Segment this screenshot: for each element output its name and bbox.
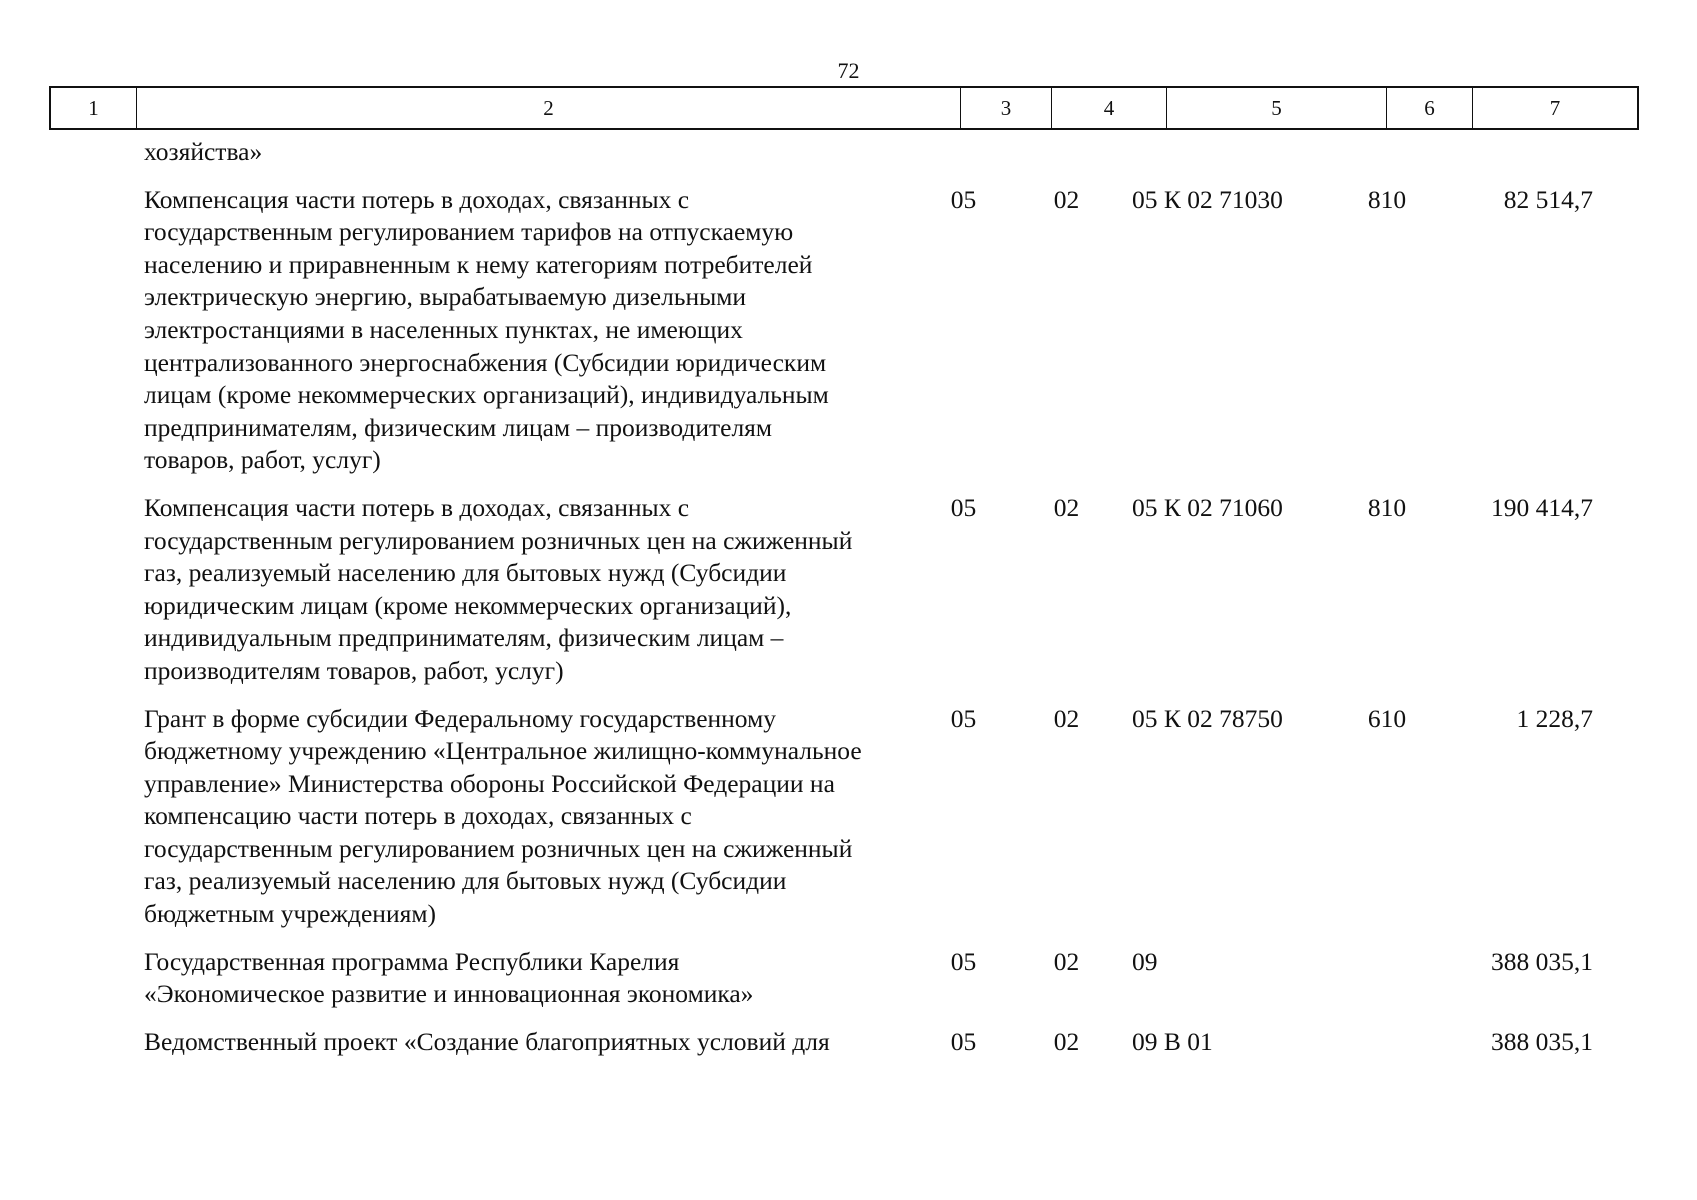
row-name: Компенсация части потерь в доходах, связанных с государственным регулированием розничных цен на сжиженный газ, реализуемый населению для бытовых нужд (Субсидии юридическим лицам (кроме некоммерческих организаций), индивидуальным предпринимателям, физическим лицам – производителям товаров, работ, услуг) (144, 492, 853, 685)
row-expense-type (1344, 946, 1430, 1011)
budget-table-body (49, 136, 1639, 1058)
row-target-article: 05 К 02 71060 (1132, 492, 1283, 522)
row-subsection: 02 (1053, 492, 1080, 522)
column-header-row (49, 86, 1639, 130)
row-section: 05 (950, 946, 977, 976)
table-row (49, 184, 1639, 477)
row-subsection: 02 (1053, 1026, 1080, 1056)
row-section: 05 (950, 184, 977, 214)
row-target-article (1124, 136, 1344, 169)
row-target-article: 05 К 02 78750 (1132, 703, 1283, 733)
row-expense-type: 810 (1367, 184, 1407, 214)
row-amount: 1 228,7 (1516, 703, 1593, 733)
column-header-7: 7 (1549, 96, 1561, 120)
row-amount (1430, 136, 1603, 169)
row-name: Государственная программа Республики Карелия «Экономическое развитие и инновационная экономика» (144, 946, 754, 1009)
table-row (49, 136, 1639, 169)
page-number: 72 (837, 58, 860, 83)
row-section (918, 136, 1009, 169)
row-section: 05 (950, 703, 977, 733)
row-amount: 388 035,1 (1491, 946, 1593, 976)
row-expense-type: 810 (1367, 492, 1407, 522)
row-amount: 388 035,1 (1491, 1026, 1593, 1056)
column-header-4: 4 (1052, 88, 1167, 128)
row-target-article: 09 (1132, 946, 1158, 976)
table-row (49, 946, 1639, 1011)
table-row (49, 492, 1639, 688)
row-name: Грант в форме субсидии Федеральному государственному бюджетному учреждению «Центральное жилищно-коммунальное управление» Министерства обороны Российской Федерации на компенсацию части потерь в доходах, связанных с государственным регулированием розничных цен на сжиженный газ, реализуемый населению для бытовых нужд (Субсидии бюджетным учреждениям) (144, 703, 862, 929)
column-header-3: 3 (961, 88, 1052, 128)
row-expense-type: 610 (1367, 703, 1407, 733)
row-subsection (1009, 136, 1124, 169)
row-amount: 82 514,7 (1503, 184, 1593, 214)
row-subsection: 02 (1053, 946, 1080, 976)
column-header-1: 1 (51, 88, 137, 128)
row-target-article: 09 В 01 (1132, 1026, 1213, 1056)
row-name: хозяйства» (144, 137, 263, 166)
row-expense-type (1344, 136, 1430, 169)
column-header-6: 6 (1387, 88, 1473, 128)
row-name: Компенсация части потерь в доходах, связанных с государственным регулированием тарифов на отпускаемую населению и приравненным к нему категориям потребителей электрическую энергию, вырабатываемую дизельными электростанциями в населенных пунктах, не имеющих централизованного энергоснабжения (Субсидии юридическим лицам (кроме некоммерческих организаций), индивидуальным предпринимателям, физическим лицам – производителям товаров, работ, услуг) (144, 184, 829, 475)
table-row (49, 1026, 1639, 1059)
row-name: Ведомственный проект «Создание благоприятных условий для (144, 1026, 830, 1056)
row-subsection: 02 (1053, 703, 1080, 733)
table-row (49, 703, 1639, 931)
row-amount: 190 414,7 (1491, 492, 1593, 522)
row-subsection: 02 (1053, 184, 1080, 214)
row-expense-type (1344, 1026, 1430, 1059)
row-section: 05 (950, 1026, 977, 1056)
column-header-2: 2 (137, 88, 961, 128)
row-target-article: 05 К 02 71030 (1132, 184, 1283, 214)
column-header-5: 5 (1167, 88, 1387, 128)
row-section: 05 (950, 492, 977, 522)
